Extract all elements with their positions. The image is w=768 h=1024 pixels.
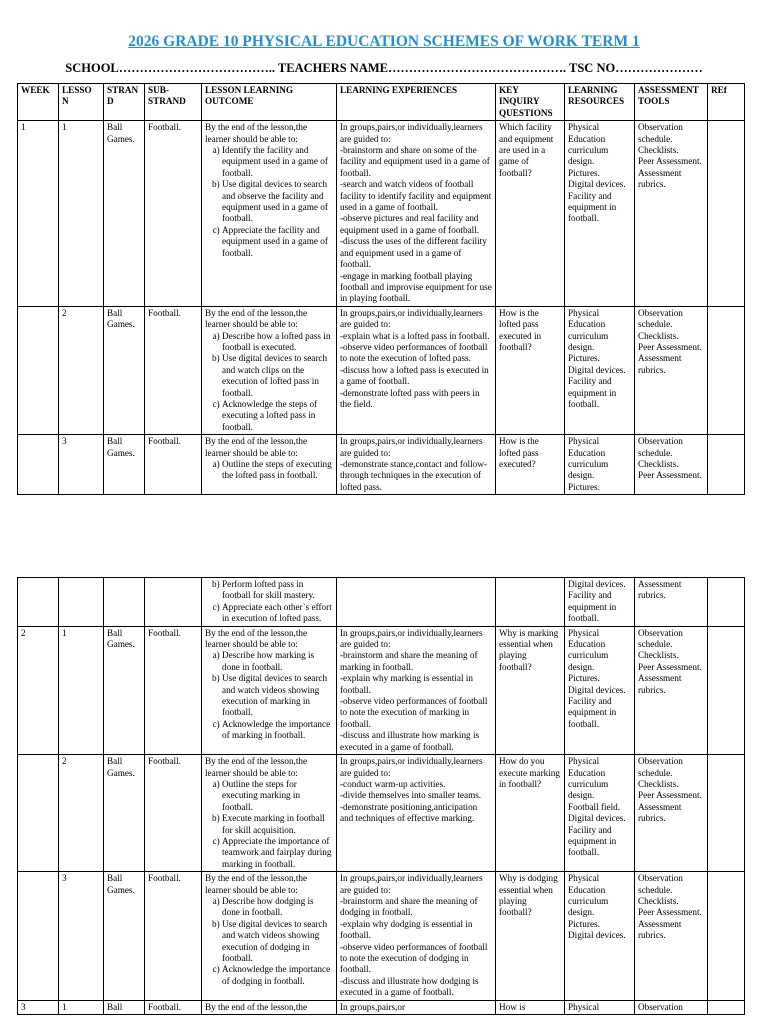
table-header-row — [18, 84, 745, 121]
outcome-item: c. Acknowledge the steps of executing a lofted pass in football. — [222, 399, 333, 433]
cell-resources: Physical Education curriculum design. Football field. Digital devices. Facility and equipment in football. — [565, 755, 635, 872]
cell-ref — [708, 626, 745, 754]
table-row — [18, 1000, 745, 1014]
cell-key-inquiry — [496, 578, 565, 627]
cell-key-inquiry: Which facility and equipment are used in a game of football? — [496, 121, 565, 307]
cell-experiences: In groups,pairs,or individually,learners are guided to: -brainstorm and share on some of the facility and equipment used in a game of football. -search and watch videos of football facility to identify facility and equipment used in a game of football. -observe pictures and real facility and equipment used in a game of football. -discuss the uses of the different facility and equipment used in a game of football. -engage in marking football playing football and improvise equipment for use in playing football. — [337, 121, 496, 307]
cell-experiences: In groups,pairs,or individually,learners are guided to: -demonstrate stance,contact and follow-through techniques in the execution of lofted pass. — [337, 435, 496, 495]
cell-assessment-tools: Observation — [635, 1000, 708, 1014]
outcome-list — [205, 896, 333, 987]
outcome-intro: By the end of the lesson,the learner should be able to: — [205, 627, 308, 650]
cell-resources: Physical Education curriculum design. Pictures. Digital devices. — [565, 872, 635, 1000]
outcome-intro: By the end of the lesson,the learner should be able to: — [205, 873, 308, 895]
cell-lesson: 1 — [59, 626, 104, 754]
cell-experiences: In groups,pairs,or individually,learners are guided to: -conduct warm-up activities. -divide themselves into smaller teams. -demonstrate positioning,anticipation and techniques of effective marking. — [337, 755, 496, 872]
outcome-item: b. Perform lofted pass in football for skill mastery. — [222, 579, 333, 602]
cell-experiences — [337, 578, 496, 627]
outcome-list — [205, 459, 333, 482]
outcome-item: a. Describe how marking is done in football. — [222, 650, 333, 673]
cell-resources: Physical Education curriculum design. Pictures. Digital devices. Facility and equipment in football. — [565, 121, 635, 307]
table-row — [18, 121, 745, 307]
cell-ref — [708, 872, 745, 1000]
cell-resources: Physical Education curriculum design. Pictures. Digital devices. Facility and equipment in football. — [565, 306, 635, 434]
outcome-list — [205, 331, 333, 434]
cell-strand: Ball Games. — [104, 435, 145, 495]
cell-outcome — [202, 755, 337, 872]
cell-resources: Physical Education curriculum design. Pictures. Digital devices. Facility and equipment in football. — [565, 626, 635, 754]
cell-lesson: 2 — [59, 755, 104, 872]
cell-sub-strand: Football. — [145, 1000, 202, 1014]
cell-experiences: In groups,pairs,or — [337, 1000, 496, 1014]
cell-sub-strand: Football. — [145, 306, 202, 434]
cell-week — [18, 435, 59, 495]
outcome-intro: By the end of the lesson,the learner should be able to: — [205, 122, 308, 144]
table-row — [18, 755, 745, 872]
outcome-list — [205, 579, 333, 625]
header-sub-strand: SUB- STRAND — [145, 84, 202, 121]
cell-outcome — [202, 872, 337, 1000]
cell-strand: Ball Games. — [104, 626, 145, 754]
cell-ref — [708, 435, 745, 495]
cell-sub-strand: Football. — [145, 626, 202, 754]
header-outcome: LESSON LEARNING OUTCOME — [202, 84, 337, 121]
cell-week — [18, 306, 59, 434]
header-key-inquiry: KEY INQUIRY QUESTIONS — [496, 84, 565, 121]
cell-outcome — [202, 435, 337, 495]
cell-ref — [708, 1000, 745, 1014]
outcome-intro: By the end of the lesson,the learner should be able to: — [205, 307, 308, 330]
cell-assessment-tools: Observation schedule. Checklists. Peer Assessment. Assessment rubrics. — [635, 306, 708, 434]
cell-ref — [708, 755, 745, 872]
cell-week — [18, 872, 59, 1000]
cell-outcome — [202, 1000, 337, 1014]
cell-strand: Ball Games. — [104, 121, 145, 307]
outcome-item: a. Describe how dodging is done in football. — [222, 896, 333, 919]
header-strand: STRAN D — [104, 84, 145, 121]
outcome-item: b. Use digital devices to search and watch videos showing execution of dodging in football. — [222, 919, 333, 965]
cell-sub-strand — [145, 578, 202, 627]
cell-key-inquiry: How do you execute marking in football? — [496, 755, 565, 872]
header-week: WEEK — [18, 84, 59, 121]
cell-lesson — [59, 578, 104, 627]
header-lesson: LESSO N — [59, 84, 104, 121]
cell-outcome — [202, 306, 337, 434]
cell-strand: Ball — [104, 1000, 145, 1014]
outcome-item: b. Use digital devices to search and watch clips on the execution of lofted pass in football. — [222, 353, 333, 399]
school-teacher-tsc-line: SCHOOL……………………………….. TEACHERS NAME……………………………………. TSC NO………………… — [65, 61, 703, 75]
cell-outcome — [202, 121, 337, 307]
header-assessment-tools: ASSESSMENT TOOLS — [635, 84, 708, 121]
cell-week — [18, 755, 59, 872]
cell-assessment-tools: Observation schedule. Checklists. Peer Assessment. Assessment rubrics. — [635, 121, 708, 307]
cell-sub-strand: Football. — [145, 872, 202, 1000]
outcome-item: c. Appreciate the importance of teamwork and fairplay during marking in football. — [222, 836, 333, 870]
cell-assessment-tools: Observation schedule. Checklists. Peer Assessment. Assessment rubrics. — [635, 626, 708, 754]
outcome-item: b. Use digital devices to search and watch videos showing execution of marking in football. — [222, 673, 333, 719]
cell-key-inquiry: How is the lofted pass executed? — [496, 435, 565, 495]
cell-lesson: 3 — [59, 435, 104, 495]
cell-assessment-tools: Assessment rubrics. — [635, 578, 708, 627]
outcome-intro: By the end of the lesson,the learner should be able to: — [205, 756, 308, 778]
cell-lesson: 3 — [59, 872, 104, 1000]
cell-experiences: In groups,pairs,or individually,learners are guided to: -brainstorm and share the meaning of marking in football. -explain why marking is essential in football. -observe video performances of football to note the execution of marking in football. -discuss and illustrate how marking is executed in a game of football. — [337, 626, 496, 754]
cell-week: 2 — [18, 626, 59, 754]
cell-key-inquiry: How is the lofted pass executed in football? — [496, 306, 565, 434]
cell-ref — [708, 121, 745, 307]
cell-key-inquiry: How is — [496, 1000, 565, 1014]
table-body — [18, 578, 745, 1015]
outcome-list — [205, 145, 333, 259]
cell-ref — [708, 306, 745, 434]
header-experiences: LEARNING EXPERIENCES — [337, 84, 496, 121]
cell-strand: Ball Games. — [104, 872, 145, 1000]
cell-key-inquiry: Why is marking essential when playing football? — [496, 626, 565, 754]
cell-assessment-tools: Observation schedule. Checklists. Peer Assessment. — [635, 435, 708, 495]
outcome-list — [205, 779, 333, 870]
schemes-table-page-2 — [17, 577, 745, 1015]
cell-resources: Physical Education curriculum design. Pictures. — [565, 435, 635, 495]
table-row-continuation — [18, 578, 745, 627]
cell-sub-strand: Football. — [145, 755, 202, 872]
header-ref: REf — [708, 84, 745, 121]
cell-week: 3 — [18, 1000, 59, 1014]
outcome-item: c. Acknowledge the importance of dodging in football. — [222, 964, 333, 987]
cell-outcome — [202, 626, 337, 754]
outcome-item: b. Use digital devices to search and observe the facility and equipment used in a game of football. — [222, 179, 333, 225]
cell-strand — [104, 578, 145, 627]
table-row — [18, 626, 745, 754]
outcome-intro: By the end of the lesson,the — [205, 1001, 308, 1012]
outcome-item: a. Describe how a lofted pass in football is executed. — [222, 331, 333, 354]
outcome-item: b. Execute marking in football for skill acquisition. — [222, 813, 333, 836]
cell-resources: Physical — [565, 1000, 635, 1014]
outcome-item: c. Acknowledge the importance of marking in football. — [222, 719, 333, 742]
cell-week: 1 — [18, 121, 59, 307]
cell-assessment-tools: Observation schedule. Checklists. Peer Assessment. Assessment rubrics. — [635, 755, 708, 872]
cell-strand: Ball Games. — [104, 306, 145, 434]
cell-week — [18, 578, 59, 627]
outcome-intro: By the end of the lesson,the learner should be able to: — [205, 436, 308, 458]
cell-sub-strand: Football. — [145, 121, 202, 307]
cell-ref — [708, 578, 745, 627]
table-row — [18, 435, 745, 495]
cell-key-inquiry: Why is dodging essential when playing football? — [496, 872, 565, 1000]
header-resources: LEARNING RESOURCES — [565, 84, 635, 121]
table-row — [18, 872, 745, 1000]
cell-sub-strand: Football. — [145, 435, 202, 495]
outcome-list — [205, 650, 333, 741]
cell-experiences: In groups,pairs,or individually,learners are guided to: -brainstorm and share the meaning of dodging in football. -explain why dodging is essential in football. -observe video performances of football to note the execution of dodging in football. -discuss and illustrate how dodging is executed in a game of football. — [337, 872, 496, 1000]
cell-lesson: 1 — [59, 1000, 104, 1014]
schemes-table-page-1 — [17, 83, 745, 495]
cell-experiences: In groups,pairs,or individually,learners are guided to: -explain what is a lofted pass in football. -observe video performances of football to note the execution of lofted pass. -discuss how a lofted pass is executed in a game of football. -demonstrate lofted pass with peers in the field. — [337, 306, 496, 434]
cell-assessment-tools: Observation schedule. Checklists. Peer Assessment. Assessment rubrics. — [635, 872, 708, 1000]
cell-resources: Digital devices. Facility and equipment in football. — [565, 578, 635, 627]
cell-lesson: 2 — [59, 306, 104, 434]
cell-lesson: 1 — [59, 121, 104, 307]
cell-outcome — [202, 578, 337, 627]
cell-strand: Ball Games. — [104, 755, 145, 872]
outcome-item: a. Identify the facility and equipment used in a game of football. — [222, 145, 333, 179]
outcome-item: c. Appreciate the facility and equipment used in a game of football. — [222, 225, 333, 259]
outcome-item: a. Outline the steps of executing the lofted pass in football. — [222, 459, 333, 482]
outcome-item: a. Outline the steps for executing marking in football. — [222, 779, 333, 813]
outcome-item: c. Appreciate each other`s effort in execution of lofted pass. — [222, 602, 333, 625]
table-row — [18, 306, 745, 434]
table-body — [18, 121, 745, 495]
document-title: 2026 GRADE 10 PHYSICAL EDUCATION SCHEMES OF WORK TERM 1 — [128, 33, 640, 50]
